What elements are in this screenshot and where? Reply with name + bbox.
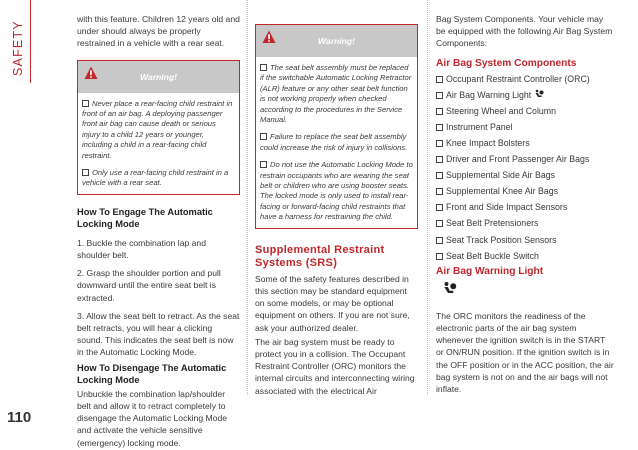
engage-heading: How To Engage The Automatic Locking Mode — [77, 206, 213, 230]
srs-heading: Supplemental Restraint Systems (SRS) — [255, 243, 385, 269]
warning-item: Only use a rear-facing child restraint in a vehicle with a rear seat. — [82, 168, 229, 188]
warning-item: The seat belt assembly must be replaced if the switchable Automatic Locking Retractor (ALR) feature or any other seat belt function is not working properly when checked according to the procedures in the Service Manual. — [260, 63, 412, 125]
step-item: 3. Allow the seat belt to retract. As the seat belt retracts, you will hear a clicking sound. This indicates the seat belt is now in the Automatic Locking Mode. — [77, 310, 240, 358]
checkbox-icon — [436, 92, 443, 99]
page-number: 110 — [7, 409, 32, 426]
checkbox-icon — [260, 161, 267, 168]
column-1 — [77, 0, 240, 449]
list-item: Seat Track Position Sensors — [436, 232, 614, 248]
checkbox-icon — [260, 64, 267, 71]
column-2 — [255, 0, 418, 397]
list-item: Occupant Restraint Controller (ORC) — [436, 71, 614, 87]
list-item: Air Bag Warning Light — [436, 87, 614, 103]
list-item: Seat Belt Buckle Switch — [436, 248, 614, 264]
checkbox-icon — [436, 108, 443, 115]
section-rule — [30, 0, 31, 83]
checkbox-icon — [436, 156, 443, 163]
list-item: Knee Impact Bolsters — [436, 135, 614, 151]
section-tab — [0, 0, 28, 82]
checkbox-icon — [82, 100, 89, 107]
intro-text: with this feature. Children 12 years old and under should always be properly restrained in a vehicle with a rear seat. — [77, 14, 240, 49]
column-divider — [247, 0, 248, 395]
step-item: 2. Grasp the shoulder portion and pull downward until the entire seat belt is extracted. — [77, 268, 221, 303]
list-item: Supplemental Knee Air Bags — [436, 183, 614, 199]
srs-paragraph: The air bag system must be ready to protect you in a collision. The Occupant Restraint Controller (ORC) monitors the internal circuits and interconnecting wiring associated with the electrical Air — [255, 336, 415, 396]
srs-paragraph: Some of the safety features described in this section may be standard equipment on some models, or may be optional equipment on others. If you are not sure, ask your authorized dealer. — [255, 273, 410, 333]
disengage-heading: How To Disengage The Automatic Locking Mode — [77, 362, 227, 386]
warning-box-child-restraint — [77, 60, 240, 195]
warning-triangle-icon — [262, 30, 276, 44]
list-item: Front and Side Impact Sensors — [436, 199, 614, 215]
checkbox-icon — [260, 133, 267, 140]
warning-header — [256, 25, 417, 57]
checkbox-icon — [436, 172, 443, 179]
disengage-text: Unbuckle the combination lap/shoulder belt and allow it to retract completely to disengage the Automatic Locking Mode and activate the vehicle sensitive (emergency) locking mode. — [77, 388, 228, 448]
checkbox-icon — [436, 253, 443, 260]
warning-title: Warning! — [139, 71, 178, 82]
warning-light-text: The ORC monitors the readiness of the electronic parts of the air bag system whenever the ignition switch is in the START or ON/RUN position. If the ignition switch is in the OFF position or in the ACC position, the air bag system is not on and the air bags will not inflate. — [436, 310, 614, 394]
column-divider — [427, 0, 428, 395]
airbag-warning-icon — [534, 89, 544, 99]
components-list — [436, 71, 614, 264]
checkbox-icon — [436, 220, 443, 227]
checkbox-icon — [436, 237, 443, 244]
column-3 — [436, 0, 614, 395]
list-item: Driver and Front Passenger Air Bags — [436, 151, 614, 167]
warning-header — [78, 61, 239, 93]
step-item: 1. Buckle the combination lap and shoulder belt. — [77, 237, 206, 261]
list-item: Steering Wheel and Column — [436, 103, 614, 119]
warning-item: Never place a rear-facing child restraint in front of an air bag. A deploying passenger front air bag can cause death or serious injury to a child 12 years or younger, including a child in a rear-facing child restraint. — [82, 98, 233, 160]
section-tab-label: SAFETY — [11, 20, 25, 76]
components-intro: Bag System Components. Your vehicle may be equipped with the following Air Bag System Components: — [436, 14, 613, 49]
list-item: Seat Belt Pretensioners — [436, 215, 614, 231]
warning-title: Warning! — [317, 36, 356, 46]
checkbox-icon — [82, 169, 89, 176]
warning-body — [256, 57, 417, 228]
warning-triangle-icon — [84, 66, 98, 80]
checkbox-icon — [436, 188, 443, 195]
list-item: Supplemental Side Air Bags — [436, 167, 614, 183]
list-item: Instrument Panel — [436, 119, 614, 135]
checkbox-icon — [436, 204, 443, 211]
checkbox-icon — [436, 140, 443, 147]
warning-light-heading: Air Bag Warning Light — [436, 265, 544, 277]
warning-item: Do not use the Automatic Locking Mode to restrain occupants who are wearing the seat belt or children who are using booster seats. The locked mode is only used to install rear-facing or forward-facing child restraints that have a harness for restraining the child. — [260, 160, 413, 222]
airbag-warning-icon — [442, 281, 457, 296]
checkbox-icon — [436, 124, 443, 131]
components-heading: Air Bag System Components — [436, 57, 577, 69]
warning-body — [78, 93, 239, 194]
checkbox-icon — [436, 76, 443, 83]
warning-item: Failure to replace the seat belt assembly could increase the risk of injury in collisions. — [260, 132, 408, 152]
warning-box-seat-belt — [255, 24, 418, 229]
